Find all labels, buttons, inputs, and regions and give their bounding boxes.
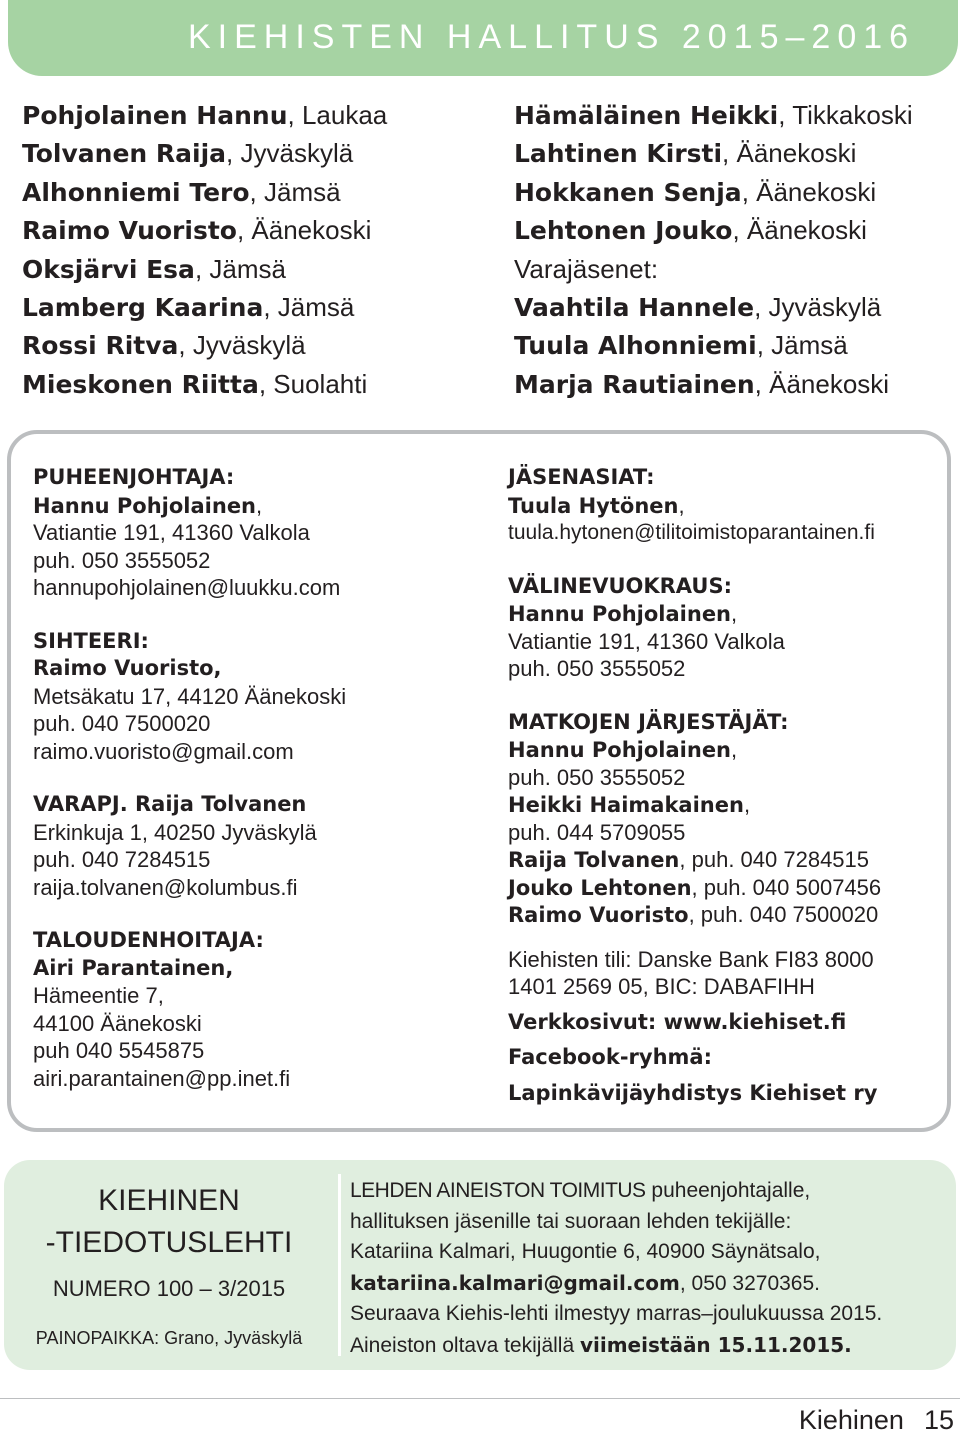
contacts-right-column — [508, 464, 881, 1107]
person-name: Heikki Haimakainen — [508, 793, 744, 817]
phone: puh. 040 7284515 — [33, 847, 211, 872]
board-member: Lamberg Kaarina, Jämsä — [22, 291, 355, 322]
address: 44100 Äänekoski — [33, 1010, 202, 1036]
address: Metsäkatu 17, 44120 Äänekoski — [33, 683, 347, 709]
contacts-left-column — [33, 464, 346, 1092]
issue-number: NUMERO 100 – 3/2015 — [52, 1276, 286, 1301]
page-footer — [779, 1405, 954, 1436]
board-right-list — [514, 96, 913, 403]
trips-block: MATKOJEN JÄRJESTÄJÄT: Hannu Pohjolainen, puh. 050 3555052 Heikki Haimakainen, puh. 044 5709055 Raija Tolvanen, puh. 040 7284515 Jouko Lehtonen, puh. 040 5007456 Raimo Vuoristo, puh. 040 7500020 — [508, 709, 882, 927]
vice-chair-block — [33, 791, 346, 901]
person-name: Jouko Lehtonen — [508, 875, 692, 900]
board-member: Alhonniemi Tero, Jämsä — [22, 176, 341, 207]
address: Vatiantie 191, 41360 Valkola — [33, 520, 310, 545]
person-name: Raimo Vuoristo, — [33, 656, 222, 680]
board-member: Lehtonen Jouko, Äänekoski — [514, 215, 867, 246]
bulletin-info — [4, 1160, 334, 1370]
person-name: Raimo Vuoristo — [508, 903, 689, 927]
role-heading: VARAPJ. — [33, 792, 128, 816]
board-member: Rossi Ritva, Jyväskylä — [22, 330, 306, 361]
treasurer-block — [33, 927, 346, 1092]
role-heading: VÄLINEVUOKRAUS: — [508, 573, 732, 598]
email-link[interactable]: raija.tolvanen@kolumbus.fi — [33, 874, 298, 900]
deputy-member: Marja Rautiainen, Äänekoski — [514, 368, 890, 399]
person-name: Tuula Hytönen — [508, 493, 679, 518]
phone: , puh. 040 7500020 — [688, 902, 879, 927]
person-name: Airi Parantainen, — [33, 955, 234, 980]
board-member: Pohjolainen Hannu, Laukaa — [22, 100, 388, 130]
board-member: Tolvanen Raija, Jyväskylä — [22, 138, 354, 169]
role-heading: PUHEENJOHTAJA: — [33, 465, 235, 489]
role-heading: TALOUDENHOITAJA: — [33, 928, 264, 952]
facebook-group-link[interactable]: Lapinkävijäyhdistys Kiehiset ry — [508, 1080, 878, 1105]
bank-info: Kiehisten tili: Danske Bank FI83 8000 1401 2569 05, BIC: DABAFIHH — [508, 946, 874, 999]
board-member: Mieskonen Riitta, Suolahti — [22, 368, 368, 399]
deputy-member: Vaahtila Hannele, Jyväskylä — [514, 291, 882, 322]
phone: puh. 044 5709055 — [508, 819, 686, 845]
phone: , puh. 040 5007456 — [691, 874, 882, 900]
role-heading: SIHTEERI: — [33, 628, 149, 653]
phone: puh. 050 3555052 — [508, 656, 686, 681]
page-title: KIEHISTEN HALLITUS 2015–2016 — [188, 18, 916, 56]
person-name: Hannu Pohjolainen — [508, 738, 732, 762]
phone: puh. 050 3555052 — [508, 764, 686, 790]
email-link[interactable]: hannupohjolainen@luukku.com — [33, 575, 341, 600]
board-member: Oksjärvi Esa, Jämsä — [22, 253, 286, 284]
facebook-label: Facebook-ryhmä: — [508, 1045, 712, 1069]
publication-name: Kiehinen — [798, 1405, 904, 1435]
board-left-list — [22, 96, 387, 403]
role-heading: JÄSENASIAT: — [508, 465, 655, 489]
page-number: 15 — [923, 1405, 954, 1435]
phone: , puh. 040 7284515 — [679, 847, 870, 872]
address: Erkinkuja 1, 40250 Jyväskylä — [33, 819, 317, 845]
phone: puh 040 5545875 — [33, 1038, 205, 1063]
phone: puh. 050 3555052 — [33, 547, 211, 573]
deputy-member: Tuula Alhonniemi, Jämsä — [514, 330, 848, 361]
editor-email-link[interactable]: katariina.kalmari@gmail.com — [350, 1270, 680, 1295]
email-link[interactable]: raimo.vuoristo@gmail.com — [33, 738, 294, 764]
person-name: Raija Tolvanen — [508, 848, 680, 872]
board-member: Lahtinen Kirsti, Äänekoski — [514, 138, 857, 169]
secretary-block — [33, 628, 346, 766]
address: Vatiantie 191, 41360 Valkola — [508, 628, 785, 654]
person-name: Raija Tolvanen — [135, 792, 307, 816]
board-member: Raimo Vuoristo, Äänekoski — [22, 215, 372, 246]
email-link[interactable]: airi.parantainen@pp.inet.fi — [33, 1065, 291, 1091]
website-link[interactable]: Verkkosivut: www.kiehiset.fi — [508, 1009, 847, 1034]
board-member: Hokkanen Senja, Äänekoski — [514, 176, 877, 207]
footer-rule — [0, 1398, 960, 1399]
board-member: Hämäläinen Heikki, Tikkakoski — [514, 100, 913, 130]
equipment-block: VÄLINEVUOKRAUS: Hannu Pohjolainen, Vatiantie 191, 41360 Valkola puh. 050 3555052 — [508, 573, 881, 683]
person-name: Hannu Pohjolainen — [33, 493, 257, 518]
email-link[interactable]: tuula.hytonen@tilitoimistoparantainen.fi — [508, 521, 875, 544]
header-banner — [8, 0, 958, 76]
phone: puh. 040 7500020 — [33, 711, 211, 736]
printer-info: PAINOPAIKKA: Grano, Jyväskylä — [35, 1328, 303, 1348]
submission-info: LEHDEN AINEISTON TOIMITUS puheenjohtajalle, hallituksen jäsenille tai suoraan lehden tekijälle: Katariina Kalmari, Huugontie 6, 40900 Säynätsalo, katariina.kalmari@gmail.com, 050 3270365. Seuraava Kiehis-lehti ilmestyy marras–joulukuussa 2015. Aineiston oltava tekijällä viimeistään 15.11.2015. — [350, 1179, 883, 1357]
deadline: viimeistään 15.11.2015. — [579, 1332, 852, 1357]
bulletin-box — [4, 1160, 956, 1370]
deputies-heading: Varajäsenet: — [514, 253, 659, 284]
role-heading: MATKOJEN JÄRJESTÄJÄT: — [508, 709, 789, 734]
divider — [338, 1174, 341, 1356]
person-name: Hannu Pohjolainen — [508, 602, 732, 626]
chair-block: PUHEENJOHTAJA: Hannu Pohjolainen, Vatiantie 191, 41360 Valkola puh. 050 3555052 hannupohjolainen@luukku.com — [33, 464, 346, 602]
membership-block: JÄSENASIAT: Tuula Hytönen, tuula.hytonen@tilitoimistoparantainen.fi — [508, 464, 881, 547]
bulletin-title: KIEHINEN -TIEDOTUSLEHTI — [45, 1184, 293, 1259]
contacts-box — [7, 430, 951, 1132]
address: Hämeentie 7, — [33, 983, 164, 1008]
